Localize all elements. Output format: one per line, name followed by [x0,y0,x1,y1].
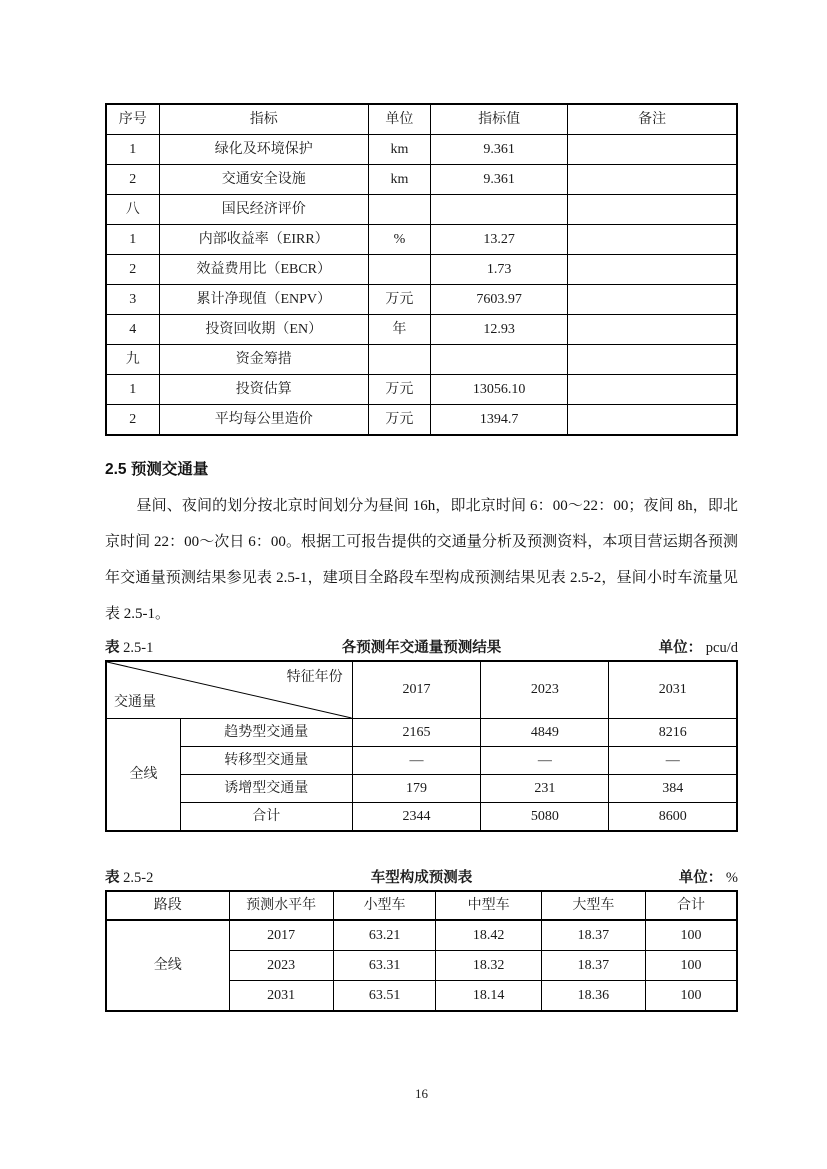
page-number: 16 [415,1086,428,1101]
cell-value [430,195,568,225]
cell-indicator: 投资回收期（EN） [159,315,368,345]
cell-value: 2165 [352,719,481,747]
cell-value: 18.32 [436,951,541,981]
traffic-table-header-row [106,661,737,719]
cell-value: — [481,747,609,775]
table-row [106,775,737,803]
cell-seq: 1 [106,225,159,255]
cell-value: 231 [481,775,609,803]
cell-remark [568,405,737,436]
cell-value: 9.361 [430,165,568,195]
cell-indicator: 累计净现值（ENPV） [159,285,368,315]
traffic-table-caption [105,636,738,657]
col-header-year: 预测水平年 [229,891,333,920]
cell-value: 5080 [481,803,609,832]
cell-unit: km [368,135,430,165]
cell-seq: 4 [106,315,159,345]
row-label: 趋势型交通量 [180,719,352,747]
cell-indicator: 平均每公里造价 [159,405,368,436]
cell-unit: 万元 [368,375,430,405]
cell-year: 2023 [229,951,333,981]
cell-value: 13056.10 [430,375,568,405]
col-header-value: 指标值 [430,104,568,135]
page-content [105,103,738,1012]
table-row [106,315,737,345]
table-row [106,195,737,225]
table-row [106,803,737,832]
cell-value: 8216 [609,719,737,747]
cell-value: 1394.7 [430,405,568,436]
cell-indicator: 绿化及环境保护 [159,135,368,165]
cell-value: 12.93 [430,315,568,345]
table-row [106,285,737,315]
row-label: 合计 [180,803,352,832]
cell-remark [568,345,737,375]
cell-indicator: 资金筹措 [159,345,368,375]
cell-unit: % [368,225,430,255]
year-header: 2031 [609,661,737,719]
row-label: 转移型交通量 [180,747,352,775]
traffic-forecast-table [105,660,738,832]
cell-value: 100 [645,951,737,981]
indicator-table-header-row [106,104,737,135]
caption-title: 车型构成预测表 [370,870,473,886]
cell-seq: 2 [106,165,159,195]
cell-seq: 3 [106,285,159,315]
cell-remark [568,225,737,255]
col-header-total: 合计 [645,891,737,920]
cell-unit: 万元 [368,405,430,436]
cell-indicator: 交通安全设施 [159,165,368,195]
cell-value: 2344 [352,803,481,832]
cell-value: — [352,747,481,775]
cell-remark [568,285,737,315]
year-header: 2017 [352,661,481,719]
cell-value: 8600 [609,803,737,832]
col-header-indicator: 指标 [159,104,368,135]
table-row [106,345,737,375]
cell-remark [568,255,737,285]
cell-value: 13.27 [430,225,568,255]
cell-year: 2017 [229,920,333,951]
cell-remark [568,195,737,225]
cell-unit: 年 [368,315,430,345]
cell-year: 2031 [229,981,333,1012]
table-row [106,255,737,285]
row-label: 诱增型交通量 [180,775,352,803]
vehicle-table-header-row [106,891,737,920]
caption-label: 表 2.5-1 [105,640,154,656]
cell-value: 18.14 [436,981,541,1012]
cell-indicator: 国民经济评价 [159,195,368,225]
cell-seq: 1 [106,375,159,405]
cell-value: 179 [352,775,481,803]
cell-value: 100 [645,920,737,951]
cell-value: 7603.97 [430,285,568,315]
table-row [106,135,737,165]
cell-remark [568,315,737,345]
cell-value: 18.37 [541,951,645,981]
col-header-seq: 序号 [106,104,159,135]
caption-title: 各预测年交通量预测结果 [341,640,502,656]
table-row [106,405,737,436]
cell-value: 63.21 [333,920,436,951]
cell-value: 63.31 [333,951,436,981]
col-header-remark: 备注 [568,104,737,135]
cell-seq: 八 [106,195,159,225]
caption-unit: 单位： pcu/d [658,640,738,656]
cell-indicator: 效益费用比（EBCR） [159,255,368,285]
col-header-small: 小型车 [333,891,436,920]
cell-remark [568,375,737,405]
cell-value: 100 [645,981,737,1012]
cell-value: — [609,747,737,775]
cell-unit [368,255,430,285]
caption-label: 表 2.5-2 [105,870,154,886]
diagonal-label-bottom: 交通量 [114,694,156,710]
section-heading: 2.5 预测交通量 [105,461,209,478]
table-row [106,375,737,405]
cell-value: 18.36 [541,981,645,1012]
col-header-medium: 中型车 [436,891,541,920]
col-header-unit: 单位 [368,104,430,135]
col-header-segment: 路段 [106,891,229,920]
table-row [106,225,737,255]
cell-value: 4849 [481,719,609,747]
cell-value: 63.51 [333,981,436,1012]
cell-seq: 1 [106,135,159,165]
cell-remark [568,135,737,165]
summary-indicator-table [105,103,738,436]
cell-seq: 2 [106,405,159,436]
table-row [106,920,737,951]
diagonal-label-top: 特征年份 [286,670,343,685]
table-row [106,719,737,747]
cell-value: 384 [609,775,737,803]
cell-unit: km [368,165,430,195]
cell-value: 9.361 [430,135,568,165]
diagonal-header-cell [106,661,352,719]
cell-seq: 2 [106,255,159,285]
vehicle-composition-table [105,890,738,1012]
cell-unit [368,345,430,375]
row-group-label: 全线 [106,719,180,832]
cell-indicator: 内部收益率（EIRR） [159,225,368,255]
caption-unit: 单位： % [678,870,738,886]
cell-value: 1.73 [430,255,568,285]
table-row [106,747,737,775]
cell-value [430,345,568,375]
row-group-label: 全线 [106,920,229,1011]
cell-value: 18.42 [436,920,541,951]
body-paragraph: 昼间、夜间的划分按北京时间划分为昼间 16h，即北京时间 6：00～22：00；夜间 8h，即北京时间 22：00～次日 6：00。根据工可报告提供的交通量分析及预测资料，本项目营运期各预测年交通量预测结果参见表 2.5-1，建项目全路段车型构成预测结果见表 2.5-2，昼间小时车流量见表 2.5-1。 [105,498,738,622]
year-header: 2023 [481,661,609,719]
col-header-large: 大型车 [541,891,645,920]
vehicle-table-caption [105,866,738,887]
cell-unit: 万元 [368,285,430,315]
cell-seq: 九 [106,345,159,375]
cell-remark [568,165,737,195]
cell-value: 18.37 [541,920,645,951]
table-row [106,165,737,195]
cell-indicator: 投资估算 [159,375,368,405]
cell-unit [368,195,430,225]
